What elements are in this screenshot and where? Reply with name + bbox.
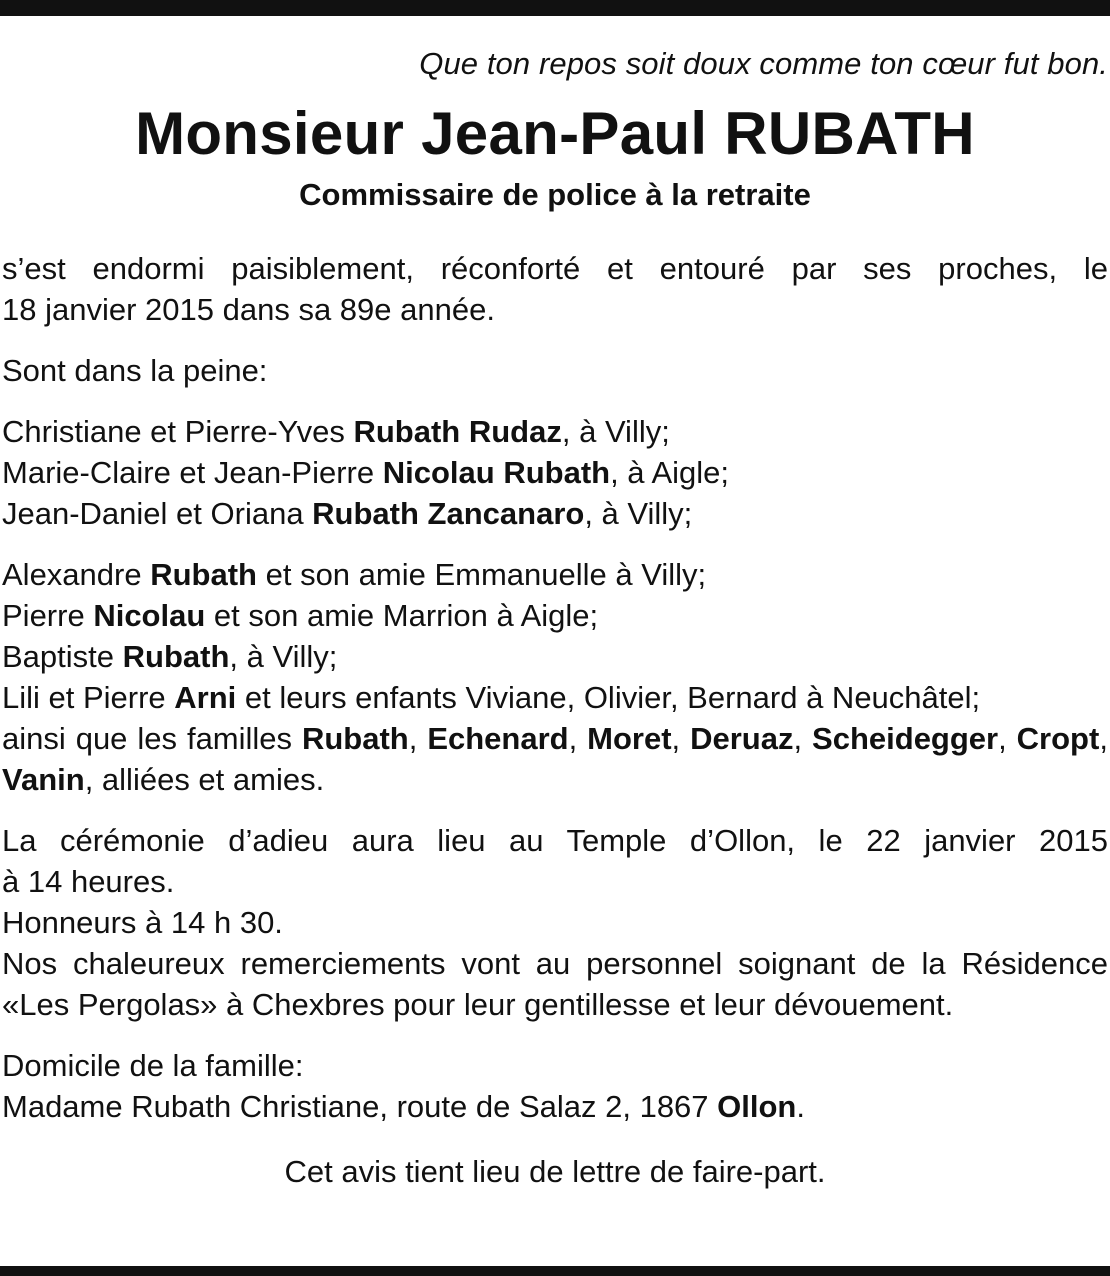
item-text: Alexandre xyxy=(2,557,151,592)
domicile-heading: Domicile de la famille: xyxy=(2,1048,304,1083)
family-name: Scheidegger xyxy=(812,721,999,756)
family-name: Echenard xyxy=(427,721,569,756)
item-text: et son amie Marrion à Aigle; xyxy=(205,598,599,633)
item-text: , à Villy; xyxy=(584,496,693,531)
list-item xyxy=(2,636,1108,677)
item-text: , à Aigle; xyxy=(610,455,729,490)
family-name: Rubath xyxy=(301,721,409,756)
ceremony-line-1: La cérémonie d’adieu aura lieu au Temple d’Ollon, le 22 janvier 2015 xyxy=(2,823,1108,858)
item-text: Pierre xyxy=(2,598,94,633)
family-name: Rubath xyxy=(122,639,230,674)
item-text: Marie-Claire et Jean-Pierre xyxy=(2,455,383,490)
mourners-heading: Sont dans la peine: xyxy=(2,353,268,388)
item-text: , à Villy; xyxy=(561,414,670,449)
family-name: Rubath xyxy=(150,557,257,592)
domicile-address xyxy=(2,1086,1108,1127)
list-item xyxy=(2,554,1108,595)
list-item xyxy=(2,452,1108,493)
family-name: Arni xyxy=(174,680,237,715)
item-text: Baptiste xyxy=(2,639,123,674)
list-item xyxy=(2,493,1108,534)
town-name: Ollon xyxy=(717,1089,797,1124)
family-name: Nicolau Rubath xyxy=(382,455,611,490)
item-text: et son amie Emmanuelle à Villy; xyxy=(256,557,707,592)
item-text: Christiane et Pierre-Yves xyxy=(2,414,354,449)
family-name: Rubath Rudaz xyxy=(353,414,562,449)
domicile-paragraph xyxy=(2,1045,1108,1127)
intro-paragraph xyxy=(2,248,1108,330)
item-text: , à Villy; xyxy=(229,639,338,674)
thanks-line-2: «Les Pergolas» à Chexbres pour leur gentillesse et leur dévouement. xyxy=(2,987,954,1022)
epigraph: Que ton repos soit doux comme ton cœur fut bon. xyxy=(419,46,1108,81)
intro-line-2: 18 janvier 2015 dans sa 89e année. xyxy=(2,292,495,327)
children-list xyxy=(2,411,1108,534)
honours-line: Honneurs à 14 h 30. xyxy=(2,905,283,940)
family-name: Vanin xyxy=(2,762,85,797)
item-text: Madame Rubath Christiane, route de Salaz 2, 1867 xyxy=(2,1089,718,1124)
top-rule xyxy=(0,0,1110,16)
list-item xyxy=(2,595,1108,636)
deceased-title: Commissaire de police à la retraite xyxy=(299,177,811,212)
list-item xyxy=(2,677,1108,718)
notice-content xyxy=(2,36,1108,1192)
family-name: Nicolau xyxy=(93,598,206,633)
item-text: Jean-Daniel et Oriana xyxy=(2,496,313,531)
item-text: ainsi que les familles xyxy=(2,721,302,756)
family-name: Rubath Zancanaro xyxy=(312,496,585,531)
deceased-name: Monsieur Jean-Paul RUBATH xyxy=(135,100,975,167)
family-name: Deruaz xyxy=(690,721,794,756)
footer-note: Cet avis tient lieu de lettre de faire-part. xyxy=(284,1154,826,1189)
bottom-rule xyxy=(0,1266,1110,1276)
list-item xyxy=(2,411,1108,452)
ceremony-paragraph xyxy=(2,820,1108,1025)
thanks-line-1: Nos chaleureux remerciements vont au personnel soignant de la Résidence xyxy=(2,946,1108,981)
item-text: . xyxy=(796,1089,805,1124)
family-name: Cropt xyxy=(1016,721,1100,756)
grandchildren-list xyxy=(2,554,1108,800)
intro-line-1: s’est endormi paisiblement, réconforté et entouré par ses proches, le xyxy=(2,251,1108,286)
ceremony-line-2: à 14 heures. xyxy=(2,864,175,899)
item-text: , alliées et amies. xyxy=(84,762,325,797)
item-text: Lili et Pierre xyxy=(2,680,175,715)
item-text: et leurs enfants Viviane, Olivier, Bernard à Neuchâtel; xyxy=(236,680,981,715)
family-name: Moret xyxy=(587,721,672,756)
families-line: ainsi que les familles Rubath, Echenard, Moret, Deruaz, Scheidegger, Cropt, Vanin, alliées et amies. xyxy=(2,721,1108,797)
